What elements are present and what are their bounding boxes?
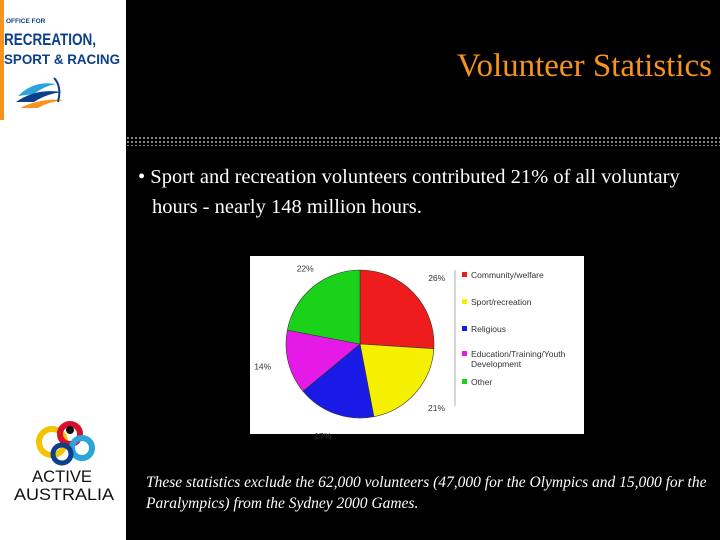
pie-value-label: 17% [314,430,332,441]
active-logo-text: ACTIVE [32,467,92,486]
pie-chart-panel [250,256,584,441]
svg-text:RECREATION,: RECREATION, [4,31,96,49]
legend-swatch [462,299,467,304]
dotted-divider [126,136,720,146]
pie-value-label: 22% [296,263,314,274]
pie-value-label: 14% [254,361,272,372]
pie-chart [250,256,584,441]
legend-swatch [462,379,467,384]
legend [462,270,566,387]
pie-value-label: 21% [427,402,446,413]
svg-text:SPORT & RACING: SPORT & RACING [4,51,121,67]
bullet-point: • Sport and recreation volunteers contributed 21% of all voluntary hours - nearly 148 million hours. [138,166,680,218]
svg-text:OFFICE FOR: OFFICE FOR [6,18,46,25]
legend-label: Other [471,377,493,387]
legend-swatch [462,326,467,331]
pie-slice [360,270,434,349]
footnote: These statistics exclude the 62,000 volunteers (47,000 for the Olympics and 15,000 for the Paralympics) from the Sydney 2000 Games. [146,474,707,512]
slide-title: Volunteer Statistics [456,48,712,84]
pie-slices [286,270,434,418]
swirl-emblem-icon [16,78,64,108]
legend-label: Religious [471,324,506,334]
office-for-recreation-sport-racing-logo [4,14,122,114]
australia-logo-text: AUSTRALIA [14,485,115,504]
pie-value-label: 26% [428,273,446,284]
legend-label: Community/welfare [471,270,544,280]
legend-swatch [462,351,467,356]
legend-label: Education/Training/Youth Development [471,349,566,369]
legend-label: Sport/recreation [471,297,532,307]
legend-swatch [462,272,467,277]
active-australia-logo [10,420,120,510]
rings-emblem-icon [39,424,92,463]
sidebar [0,0,126,540]
